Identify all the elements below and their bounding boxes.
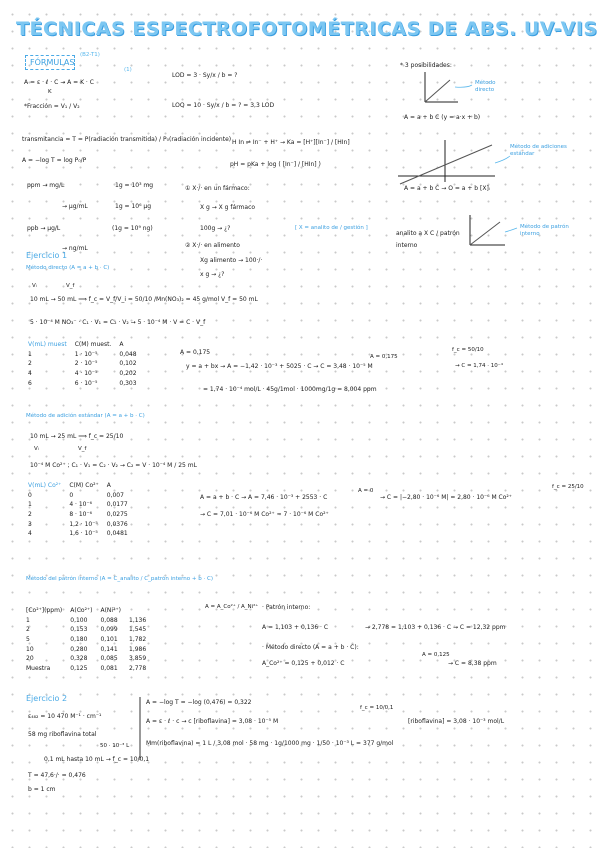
cell: 4 [28,370,32,378]
cell: 1,986 [129,645,147,653]
formulas-label: FÓRMULAS [30,58,75,67]
cell: 0,280 [70,645,88,653]
cell: 1 · 10⁻⁵ [74,350,98,358]
cell: Muestra [26,664,51,672]
ad-header-v: V(mL) Co²⁺ [28,482,62,490]
ph-equation: pH = pKa + log ( [In⁻] / [HIn] ) [230,161,321,168]
equilibrio: H In ⇌ In⁻ + H⁺ → Ka = [H⁺][In⁻] / [HIn] [232,139,350,146]
cell: 0,141 [100,645,118,653]
cell: 1,136 [129,616,147,624]
ej1-header-v: V(mL) muest [28,341,67,349]
cell: 0,085 [100,655,118,663]
ej2-c3: Mm(riboflavina) = 1 L / 3,08 mol · 58 mg · 1g/1000 mg · 1/50 · 10⁻³ L = 377 g/mol [146,740,394,747]
cell: 10 [26,645,34,653]
ej1-vi: Vᵢ [32,283,37,289]
cell: 0,180 [70,636,88,644]
pi-p3: · Método directo (A = a + b · C): [262,644,359,651]
recta1: A = a + b C (y = a·x + b) [404,114,481,121]
ej1-header-c: C(M) muest. [74,341,112,349]
cell: 0,099 [100,626,118,634]
ej2-e3: 50 · 10⁻³ L [100,743,130,749]
ej2-e6: b = 1 cm [28,786,56,793]
cell: 1 [28,501,32,509]
cell: 0,007 [106,491,124,499]
cell: 1,782 [129,636,147,644]
ej2-c2c: [riboflavina] = 3,08 · 10⁻³ mol/L [408,718,505,725]
unit-ppm: ppm → mg/L [27,182,65,189]
beer-lambert: A = ε · ℓ · C → A = K · C [24,79,94,86]
pi-p4: A_Co²⁺ = 0,125 + 0,012 · C [262,660,345,667]
pi-p2: A = 1,103 + 0,136 · C [262,624,329,631]
ad-header-c: C(M) Co²⁺ [69,482,99,490]
loq: LOQ = 10 · Sy/x / b = ? = 3,3 LOD [172,102,275,109]
ad-r2: → C = 7,01 · 10⁻⁶ M Co²⁺ ≈ 7 · 10⁻⁶ M Co²⁺ [200,511,329,518]
ej1-metodo: Método directo (A = a + b · C) [26,265,110,271]
cell: 0,100 [70,616,88,624]
ej2-c2b: f_c = 10/0,1 [360,705,394,711]
lod: LOD = 3 · Sy/x / b = ? [172,72,238,79]
formula-number: (1) [124,67,132,73]
cell: 8 · 10⁻⁶ [69,511,93,519]
alimento-3: x g → ¿? [200,271,225,278]
cell: 0,101 [100,636,118,644]
cell: 1 [28,350,32,358]
ad-r1c: → C = |−2,80 · 10⁻⁶ M| = 2,80 · 10⁻⁶ M Co²⁺ [380,494,512,501]
tres-posibilidades: * 3 posibilidades: [400,62,452,69]
ej1-header-a: A [119,341,124,349]
ad-r1: A = a + b · C → A = 7,46 · 10⁻³ + 2553 · C [200,494,328,501]
pi-header-ani: A(Ni²⁺) [100,607,121,615]
cell: 6 [28,379,32,387]
recta2: A = a + b C → O = a + b [X]ᵢ [404,185,490,192]
k-label: K [48,89,52,95]
alimento-2: Xg alimento → 100·/· [200,257,263,264]
cell: 2 · 10⁻⁵ [74,360,98,368]
ad-vi: Vᵢ [34,446,39,452]
cell: 0,328 [70,655,88,663]
farmaco-3: 100g → ¿? [200,225,231,232]
ad-vf: V_f [78,446,87,452]
pi-p4c: → C = 8,38 ppm [448,660,497,667]
cell: 6 · 10⁻⁵ [74,379,98,387]
ej2-e1: ε₄₈₂ = 10 470 M⁻¹ · cm⁻¹ [28,713,102,720]
cell: 2 [28,511,32,519]
pi-header-co: [Co²⁺](ppm) [26,607,63,615]
ej2-e2: 58 mg riboflavina total [28,731,97,738]
fraccion: *Fracción = V₁ / V₂ [24,103,80,110]
ad-concentracion: 10⁻⁴ M Co²⁺ ; C₁ · V₁ = C₂ · V₂ → C₂ = V · 10⁻⁴ M / 25 mL [30,462,197,469]
ej1-r1d: f_c = 50/10 [452,347,484,353]
farmaco-2: X g → X g fármaco [200,204,256,211]
cell: 2 [28,360,32,368]
metodo-directo: Método directo [475,80,496,94]
cell: 5 [26,636,30,644]
ej1-r1: A = 0,175 [180,349,211,356]
pi-p1: · Patrón interno: [262,604,311,611]
ej2-c2: A = ε · ℓ · c → c [riboflavina] = 3,08 · 10⁻⁵ M [146,718,279,725]
cell: 0 [69,491,74,499]
ej2-e5: T = 47,6·/· = 0,476 [28,772,86,779]
farmaco-box: [ X = analito de / gestión ] [295,225,368,231]
ej2-e4: 0,1 mL hasta 10 mL → f_c = 10/0,1 [44,756,150,763]
metodo-patron: Método de patrón interno [520,224,569,238]
ej1-title: Ejercicio 1 [26,251,68,260]
ad-header-a: A [106,482,111,490]
ej1-vf: V_f [66,283,75,289]
cell: 0,0481 [106,530,128,538]
ej1-r1e: → C = 1,74 · 10⁻⁴ [455,363,503,369]
unit-ugml: → µg/mL [62,203,88,210]
cell: 0,081 [100,664,118,672]
unit-g-ug: 1g = 10⁶ µg [115,203,152,210]
ej1-r1b: y = a + bx → A = −1,42 · 10⁻³ + 5025 · C → C = 3,48 · 10⁻⁵ M [186,363,373,370]
page-title: TÉCNICAS ESPECTROFOTOMÉTRICAS DE ABS. UV-VIS [16,18,598,40]
cell: 2,778 [129,664,147,672]
pi-p4b: A = 0,125 [422,652,450,658]
ad-dilucion: 10 mL → 25 mL ⟹ f_c = 25/10 [30,433,124,440]
cell: 1,545 [129,626,147,634]
cell: 0 [28,491,32,499]
cell: 0,102 [119,360,137,368]
cell: 1,6 · 10⁻⁵ [69,530,98,538]
ad-r1b: A = 0 [358,488,374,494]
cell: 20 [26,655,34,663]
cell: 0,202 [119,370,137,378]
cell: 0,153 [70,626,88,634]
unit-g-mg: 1g = 10³ mg [115,182,154,189]
cell: 0,048 [119,350,137,358]
transmitancia: transmitancia = T = P(radiación transmitida) / P₀(radiación incidente) [22,136,232,143]
cell: 1 [26,616,30,624]
ej1-r1f: = 1,74 · 10⁻⁴ mol/L · 45g/1mol · 1000mg/1g = 8,004 ppm [203,386,377,393]
ej2-title: Ejercicio 2 [26,694,68,703]
cell: 0,0376 [106,520,128,528]
cell: 0,303 [119,379,137,387]
formulas-ref: (B2-T1) [80,52,100,58]
ej1-concentracion: 5 · 10⁻⁴ M NO₃⁻ · C₁ · V₁ = C₂ · V₂ → 5 · 10⁻⁴ M · V = C · V_f [30,319,206,326]
cell: 0,125 [70,664,88,672]
cell: 4 · 10⁻⁶ [69,501,93,509]
ej1-dilucion: 10 mL → 50 mL ⟹ f_c = V_f/V_i = 50/10 /Mn(NO₃)₂ = 45 g/mol V_f = 50 mL [30,296,258,303]
cell: 3 [28,520,32,528]
pi-p2b: → 2,778 = 1,103 + 0,136 · C → C = 12,32 ppm [365,624,506,631]
ad-r1d: f_c = 25/10 [552,484,584,490]
analito-patron-interno: analito a X C / patrón interno [396,230,460,249]
cell: 3,859 [129,655,147,663]
unit-g-ng: (1g = 10⁹ ng) [112,225,153,232]
farmaco-1: ① X·/· en un fármaco: [185,185,250,192]
ej1-r1c: A = 0,175 [370,354,398,360]
cell: 0,0177 [106,501,128,509]
alimento-1: ② X·/· en alimento [185,242,240,249]
cell: 1,2 · 10⁻⁵ [69,520,98,528]
unit-ngml: → ng/mL [62,245,88,252]
unit-ppb: ppb → µg/L [27,225,61,232]
pi-header-aco: A(Co²⁺) [70,607,93,615]
cell: 4 [28,530,32,538]
metodo-adicion: Método de adiciones estándar [510,144,567,158]
cell: 0,0275 [106,511,128,519]
cell: 4 · 10⁻⁵ [74,370,98,378]
ad-title: Método de adición estándar (A = a + b · C) [26,413,145,419]
cell: 0,088 [100,616,118,624]
ej2-c1: A = −log T = −log (0,476) = 0,322 [146,699,252,706]
pi-rhs: A = A_Co²⁺ / A_Ni²⁺ [205,604,259,610]
pi-title: Método del patrón interno (A = C_analito / C_patrón interno + b · C) [26,576,213,582]
cell: 2 [26,626,30,634]
absorbancia: A = −log T = log P₀/P [22,157,87,164]
